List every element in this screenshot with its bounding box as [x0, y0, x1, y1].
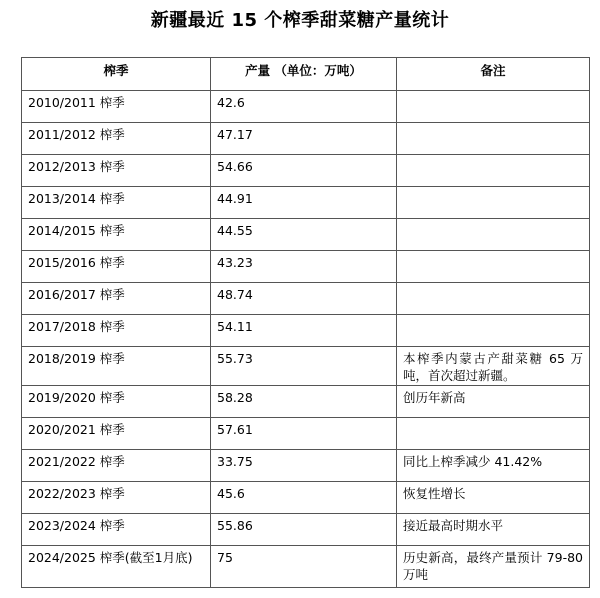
season-cell: 2020/2021 榨季 — [22, 418, 211, 450]
season-cell: 2016/2017 榨季 — [22, 283, 211, 315]
output-cell: 54.11 — [211, 315, 397, 347]
note-cell — [397, 315, 590, 347]
note-cell: 同比上榨季减少 41.42% — [397, 450, 590, 482]
output-cell: 45.6 — [211, 482, 397, 514]
table-row — [22, 347, 590, 386]
output-cell: 57.61 — [211, 418, 397, 450]
season-cell: 2023/2024 榨季 — [22, 514, 211, 546]
output-cell: 43.23 — [211, 251, 397, 283]
table-row — [22, 450, 590, 482]
output-cell: 58.28 — [211, 386, 397, 418]
table-row — [22, 123, 590, 155]
table-row — [22, 418, 590, 450]
table-row — [22, 315, 590, 347]
note-cell: 历史新高，最终产量预计 79-80 万吨 — [397, 546, 590, 588]
output-cell: 47.17 — [211, 123, 397, 155]
season-cell: 2015/2016 榨季 — [22, 251, 211, 283]
table-row — [22, 219, 590, 251]
table-row — [22, 482, 590, 514]
note-cell — [397, 251, 590, 283]
season-cell: 2011/2012 榨季 — [22, 123, 211, 155]
note-cell: 接近最高时期水平 — [397, 514, 590, 546]
note-cell — [397, 123, 590, 155]
note-cell: 创历年新高 — [397, 386, 590, 418]
output-cell: 44.55 — [211, 219, 397, 251]
table-row — [22, 187, 590, 219]
table-row — [22, 514, 590, 546]
table-row — [22, 283, 590, 315]
table-row — [22, 91, 590, 123]
note-cell — [397, 283, 590, 315]
output-cell: 75 — [211, 546, 397, 588]
season-cell: 2017/2018 榨季 — [22, 315, 211, 347]
note-cell: 恢复性增长 — [397, 482, 590, 514]
header-output: 产量 （单位：万吨） — [211, 58, 397, 91]
season-cell: 2024/2025 榨季(截至1月底) — [22, 546, 211, 588]
note-cell — [397, 91, 590, 123]
output-cell: 55.86 — [211, 514, 397, 546]
document-title: 新疆最近 15 个榨季甜菜糖产量统计 — [150, 10, 450, 31]
season-cell: 2014/2015 榨季 — [22, 219, 211, 251]
season-cell: 2012/2013 榨季 — [22, 155, 211, 187]
output-cell: 54.66 — [211, 155, 397, 187]
table-header-row — [22, 58, 590, 91]
season-cell: 2013/2014 榨季 — [22, 187, 211, 219]
season-cell: 2018/2019 榨季 — [22, 347, 211, 386]
table-row — [22, 386, 590, 418]
note-cell: 本榨季内蒙古产甜菜糖 65 万吨，首次超过新疆。 — [397, 347, 590, 386]
table-row — [22, 546, 590, 588]
output-cell: 33.75 — [211, 450, 397, 482]
note-cell — [397, 187, 590, 219]
table-row — [22, 155, 590, 187]
season-cell: 2021/2022 榨季 — [22, 450, 211, 482]
season-cell: 2019/2020 榨季 — [22, 386, 211, 418]
output-cell: 55.73 — [211, 347, 397, 386]
sugar-output-table — [21, 57, 590, 588]
note-cell — [397, 155, 590, 187]
season-cell: 2022/2023 榨季 — [22, 482, 211, 514]
output-cell: 42.6 — [211, 91, 397, 123]
header-note: 备注 — [397, 58, 590, 91]
header-season: 榨季 — [22, 58, 211, 91]
season-cell: 2010/2011 榨季 — [22, 91, 211, 123]
output-cell: 48.74 — [211, 283, 397, 315]
note-cell — [397, 418, 590, 450]
table-row — [22, 251, 590, 283]
output-cell: 44.91 — [211, 187, 397, 219]
note-cell — [397, 219, 590, 251]
